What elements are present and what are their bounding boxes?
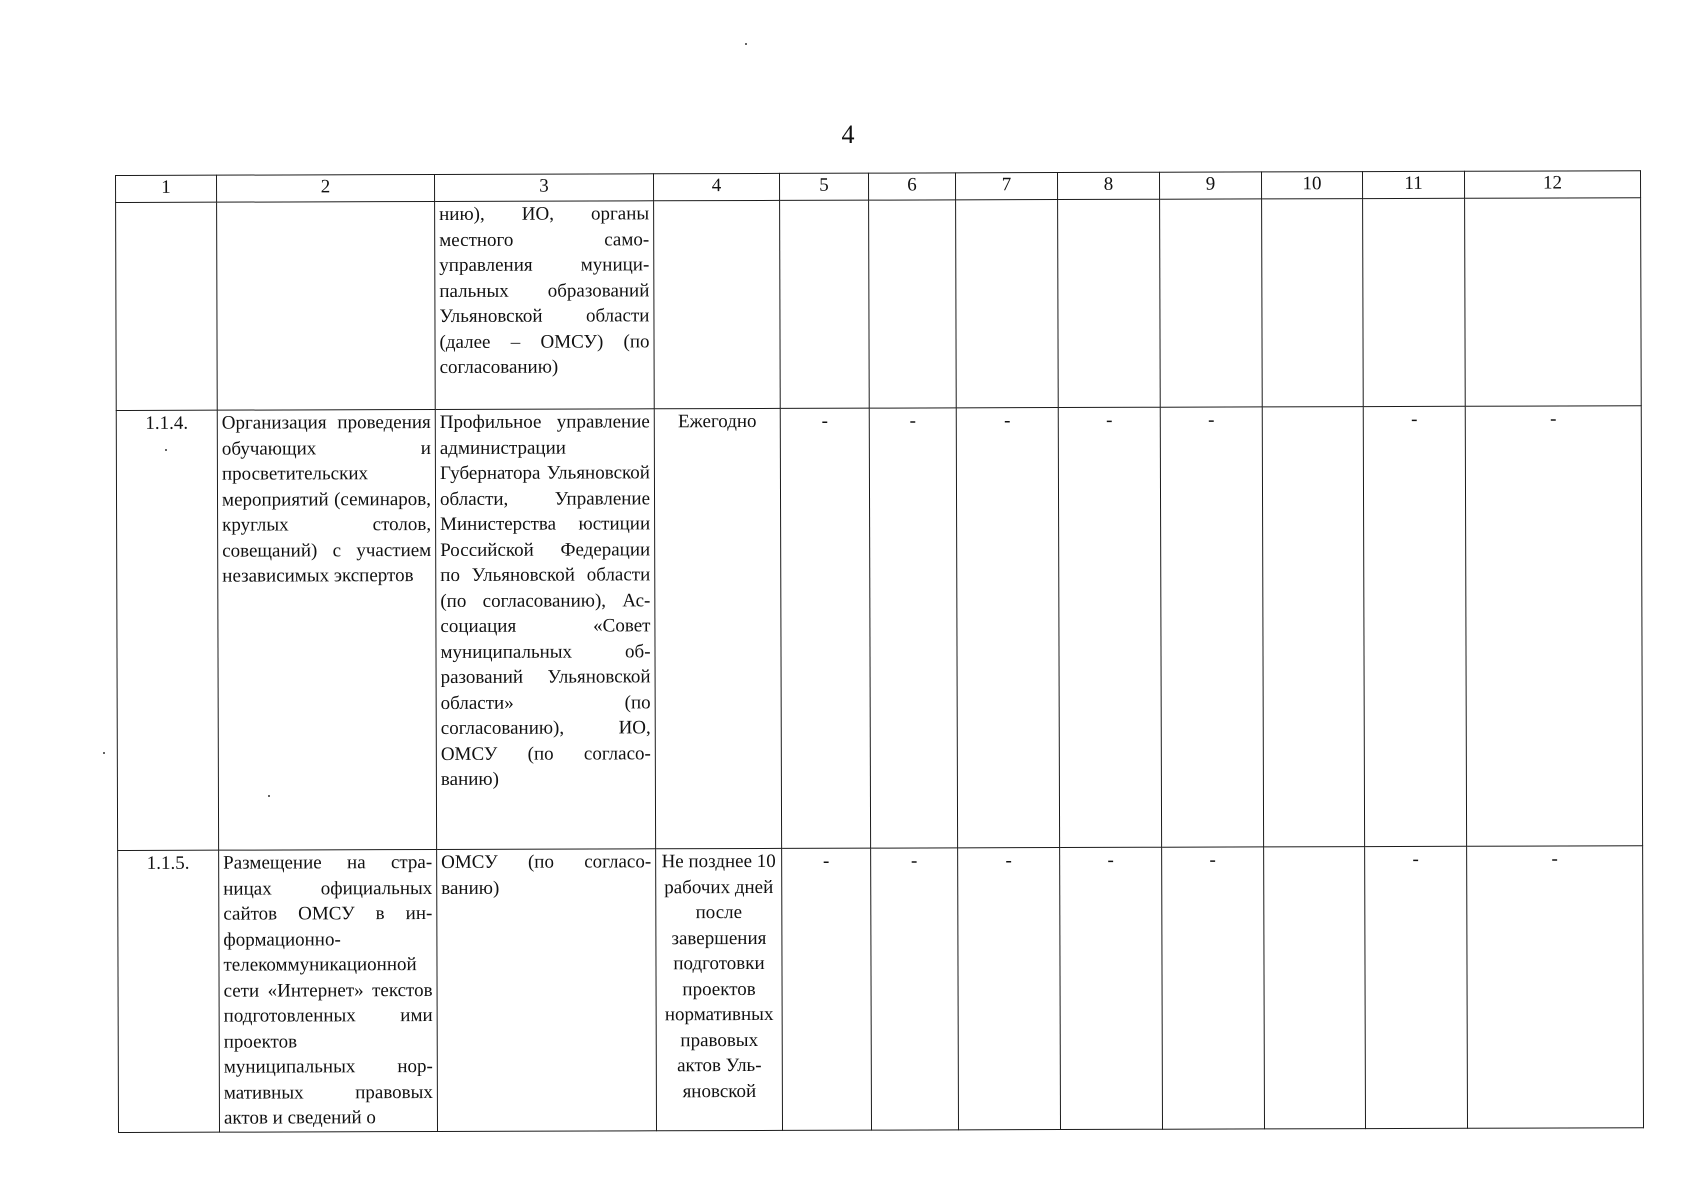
page-number: 4	[841, 120, 855, 149]
activity-cell: Размещение на страницах официальных сайтов ОМСУ в информационно-телекоммуникационной сети «Интернет» текстов подготовленных ими проектов муниципальных нормативных правовых актов и сведений о	[219, 849, 438, 1132]
value-cell: -	[1162, 847, 1265, 1129]
value-cell	[780, 200, 870, 408]
column-header: 9	[1159, 172, 1261, 199]
column-header: 3	[435, 174, 654, 202]
column-header: 6	[868, 173, 955, 200]
value-cell: -	[956, 408, 1059, 848]
column-header: 11	[1362, 171, 1464, 198]
value-cell: -	[869, 408, 957, 848]
scan-speck	[745, 43, 747, 45]
value-cell	[1262, 407, 1364, 847]
value-cell: -	[780, 408, 870, 848]
value-cell: -	[1465, 406, 1642, 847]
column-header: 4	[653, 173, 779, 200]
value-cell: -	[1467, 846, 1644, 1129]
value-cell: -	[1058, 407, 1161, 847]
column-header: 5	[779, 173, 868, 200]
column-header: 10	[1261, 172, 1362, 199]
scan-speck	[103, 752, 105, 754]
value-cell	[1160, 199, 1263, 407]
value-cell	[1465, 198, 1642, 407]
activity-cell: Организация проведения обучающих и просветительских мероприятий (семинаров, круглых столов, совещаний) с участием независимых экспертов	[217, 409, 436, 850]
plan-table	[115, 170, 1644, 1133]
value-cell: -	[1060, 847, 1163, 1129]
executors-cell: Профильное управление администрации Губернатора Ульяновской области, Управление Министерства юстиции Российской Федерации по Ульяновской области (по согласованию), Ассоциация «Совет муниципальных образований Ульяновской области» (по согласованию), ИО, ОМСУ (по согласованию)	[435, 409, 655, 850]
column-header: 1	[116, 175, 217, 202]
value-cell: -	[1365, 846, 1468, 1128]
value-cell	[956, 200, 1059, 408]
value-cell: -	[782, 848, 872, 1130]
value-cell: -	[871, 848, 959, 1130]
item-number: 1.1.5.	[118, 850, 220, 1132]
executors-cell: ОМСУ (по согласованию)	[437, 849, 657, 1132]
executors-cell: нию), ИО, органы местного самоуправления муниципальных образований Ульяновской области (далее – ОМСУ) (по согласованию)	[435, 201, 655, 410]
column-header: 12	[1464, 171, 1640, 199]
table-row	[116, 406, 1642, 851]
value-cell	[1058, 199, 1161, 407]
value-cell	[869, 200, 957, 408]
deadline-cell: Ежегодно	[654, 408, 781, 848]
deadline-cell	[654, 200, 781, 408]
value-cell	[1264, 847, 1366, 1129]
item-number	[116, 202, 218, 410]
value-cell: -	[1363, 406, 1466, 846]
activity-cell	[217, 201, 436, 410]
deadline-cell: Не позднее 10 рабочих дней после завершения подготовки проектов нормативных правовых актов Ульяновской	[656, 848, 783, 1130]
value-cell: -	[958, 848, 1061, 1130]
column-header: 2	[217, 174, 435, 202]
item-number: 1.1.4.	[116, 410, 218, 850]
value-cell	[1262, 199, 1364, 407]
value-cell: -	[1160, 407, 1263, 847]
value-cell	[1363, 198, 1466, 406]
column-header: 7	[955, 173, 1057, 200]
table-row	[116, 198, 1642, 411]
column-header: 8	[1057, 172, 1159, 199]
table-row	[118, 846, 1644, 1133]
